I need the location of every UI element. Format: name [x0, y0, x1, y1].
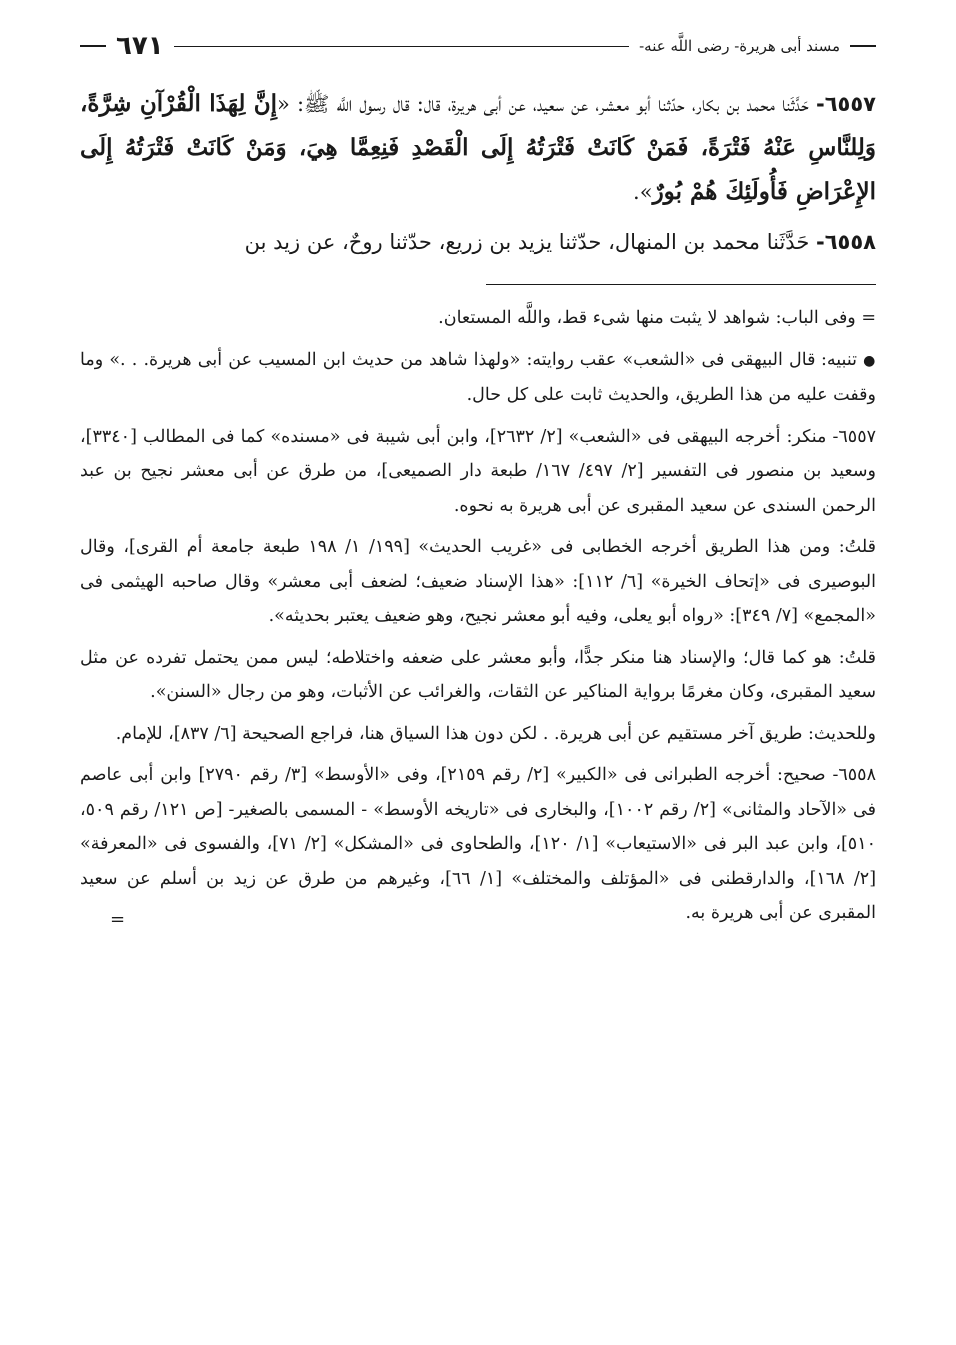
running-title: مسند أبى هريرة- رضى اللَّه عنه- [639, 37, 840, 55]
matn: إِنَّ لِهَذَا الْقُرْآنِ شِرَّةً، وَلِلنَّاسِ عَنْهُ فَتْرَةً، فَمَنْ كَانَتْ فَتْرَتُهُ إِلَى الْقَصْدِ فَنِعِمَّا هِيَ، وَمَنْ كَانَتْ فَتْرَتُهُ إِلَى الإِعْرَاضِ فَأُولَئِكَ هُمْ بُورٌ [80, 90, 876, 205]
footnote-continuation: = وفى الباب: شواهد لا يثبت منها شىء قط، واللَّه المستعان. [438, 308, 876, 328]
hadith-number: ٦٥٥٨- [816, 230, 876, 254]
hadith-6558 [80, 220, 876, 264]
hadith-6557 [80, 82, 876, 214]
bullet-icon: ● [863, 352, 876, 369]
footnote-6558: ٦٥٥٨- صحيح: أخرجه الطبرانى فى «الكبير» [٢/ رقم ٢١٥٩]، وفى «الأوسط» [٣/ رقم ٢٧٩٠] وابن أبى عاصم فى «الآحاد والمثانى» [٢/ رقم ١٠٠٢]، والبخارى فى «تاريخه الأوسط» - المسمى بالصغير- [ص ١٢١/ رقم ٥٠٩، ٥١٠]، وابن عبد البر فى «الاستيعاب» [١/ ١٢٠]، والطحاوى فى «المشكل» [٢/ ٧١]، والفسوى فى «المعرفة» [٢/ ١٦٨]، والدارقطنى فى «المؤتلف والمختلف» [١/ ٦٦]، وغيرهم من طرق عن زيد بن أسلم عن سعيد المقبرى عن أبى هريرة به. [80, 765, 877, 923]
isnad: حَدَّثَنا محمد بن بكار، حدّثنا أبو معشر، عن سعيد، عن أبى هريرة، قال: قال رسول اللَّه ﷺ: « [277, 92, 809, 116]
footnote-qultu-2: قلتُ: هو كما قال؛ والإسناد هنا منكر جدًّا، وأبو معشر على ضعفه واختلاطه؛ ليس ممن يحتمل تفرده عن مثل سعيد المقبرى، وكان مغرمًا برواية المناكير عن الثقات، والغرائب عن الأثبات، وهو من رجال «السنن». [80, 647, 876, 702]
continuation-mark: = [110, 908, 126, 930]
footnote-hadith-note: وللحديث: طريق آخر مستقيم عن أبى هريرة. . لكن دون هذا السياق هنا، فراجع الصحيحة [٦/ ٨٣٧]، للإمام. [115, 723, 876, 744]
matn-close: ». [633, 180, 653, 204]
tanbih-text: تنبيه: قال البيهقى فى «الشعب» عقب روايته: «ولهذا شاهد من حديث ابن المسيب عن أبى هريرة. . .» وما وقفت عليه من هذا الطريق، والحديث ثابت على كل حال. [80, 349, 876, 405]
isnad: حَدَّثَنا محمد بن المنهال، حدّثنا يزيد بن زريع، حدّثنا روحٌ، عن زيد بن [244, 230, 810, 254]
hadith-number: ٦٥٥٧- [815, 92, 876, 116]
header-rule [174, 46, 630, 47]
footnote-separator [486, 284, 876, 285]
footnote-qultu-1: قلتُ: ومن هذا الطريق أخرجه الخطابى فى «غريب الحديث» [١٩٩/ ١/ ١٩٨ طبعة جامعة أم القرى]، وقال البوصيرى فى «إتحاف الخيرة» [٦/ ١١٢]: «هذا الإسناد ضعيف؛ لضعف أبى معشر» وقال صاحبه الهيثمى فى «المجمع» [٧/ ٣٤٩]: «رواه أبو يعلى، وفيه أبو معشر نجيح، وهو ضعيف يعتبر بحديثه». [80, 537, 876, 626]
footnote-tanbih [80, 343, 876, 413]
page-number: ٦٧١ [116, 31, 164, 61]
footnote-6557: ٦٥٥٧- منكر: أخرجه البيهقى فى «الشعب» [٢/ ٢٦٣٢]، وابن أبى شيبة فى «مسنده» كما فى المطالب [٣٣٤٠]، وسعيد بن منصور فى التفسير [٢/ ٤٩٧/ ١٦٧/ طبعة دار الصميعى]، من طرق عن أبى معشر نجيح بن عبد الرحمن السندى عن سعيد المقبرى عن أبى هريرة به نحوه. [80, 426, 876, 516]
header-dash [850, 45, 876, 47]
page-header [80, 22, 876, 70]
footnotes [80, 301, 876, 930]
header-dash-end [80, 45, 106, 47]
main-text [80, 82, 876, 264]
